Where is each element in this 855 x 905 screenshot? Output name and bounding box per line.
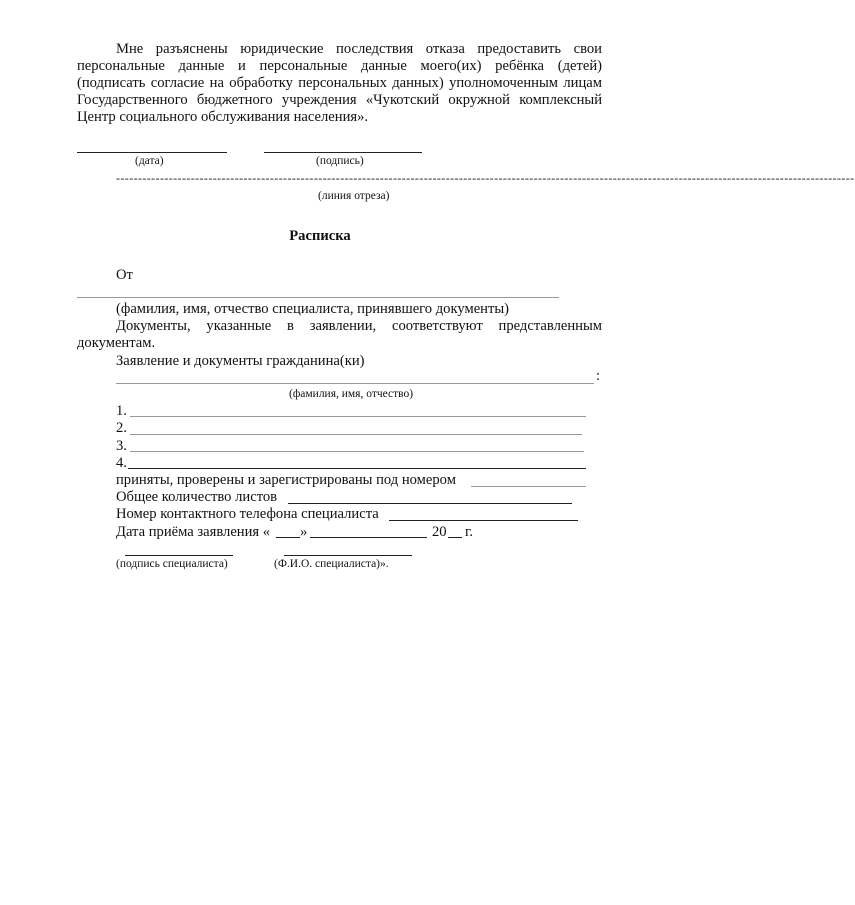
registration-number-line	[471, 486, 586, 487]
date-line	[77, 152, 227, 153]
list-item-number: 1.	[116, 403, 127, 419]
specialist-fio-line	[284, 555, 412, 556]
phone-label: Номер контактного телефона специалиста	[116, 506, 379, 522]
receipt-year-suffix: г.	[465, 524, 473, 540]
list-item-number: 2.	[116, 420, 127, 436]
sheets-count-line	[288, 503, 572, 504]
list-item-line	[130, 451, 584, 452]
receipt-title: Расписка	[289, 228, 351, 244]
list-item-line	[130, 416, 586, 417]
accepted-text: приняты, проверены и зарегистрированы под номером	[116, 472, 456, 488]
receipt-year: 20	[432, 524, 447, 540]
specialist-signature-line	[125, 555, 233, 556]
citizen-name-line	[116, 383, 594, 384]
specialist-fio-caption: (Ф.И.О. специалиста)».	[274, 558, 389, 570]
month-line	[310, 537, 427, 538]
specialist-signature-caption: (подпись специалиста)	[116, 558, 228, 570]
year-line	[448, 537, 462, 538]
from-label: От	[116, 267, 133, 283]
day-line	[276, 537, 300, 538]
cut-line: ------------------------------------------------------------------------------------------------------------------------------------------------------------------------	[116, 171, 855, 185]
cut-line-caption: (линия отреза)	[318, 190, 390, 202]
signature-line	[264, 152, 422, 153]
citizen-label: Заявление и документы гражданина(ки)	[116, 353, 365, 369]
documents-statement: Документы, указанные в заявлении, соответствуют представленным документам.	[77, 318, 602, 351]
citizen-colon: :	[596, 368, 601, 384]
specialist-name-line	[77, 297, 559, 298]
date-caption: (дата)	[135, 155, 164, 167]
specialist-caption: (фамилия, имя, отчество специалиста, принявшего документы)	[116, 301, 510, 317]
sheets-label: Общее количество листов	[116, 489, 278, 505]
citizen-caption: (фамилия, имя, отчество)	[289, 388, 414, 400]
phone-line	[389, 520, 578, 521]
signature-caption: (подпись)	[316, 155, 364, 167]
consent-paragraph: Мне разъяснены юридические последствия отказа предоставить свои персональные данные и персональные данные моего(их) ребёнка (детей) (подписать согласие на обработку персональных данных) уполномоченным лицам Государственного бюджетного учреждения «Чукотский окружной комплексный Центр социального обслуживания населения».	[77, 41, 602, 125]
list-item-number: 4.	[116, 455, 127, 471]
receipt-date-quote: »	[300, 524, 308, 540]
list-item-line	[130, 434, 582, 435]
list-item-line	[128, 468, 586, 469]
list-item-number: 3.	[116, 438, 127, 454]
receipt-date-label: Дата приёма заявления «	[116, 524, 271, 540]
